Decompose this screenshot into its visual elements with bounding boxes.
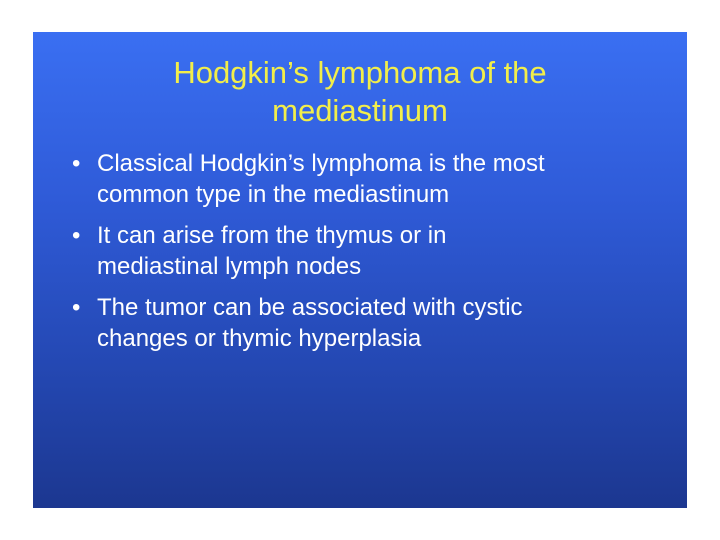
slide [33, 32, 687, 508]
bullet-dot-icon: • [72, 150, 81, 177]
slide-title [33, 54, 687, 130]
bullet-line: common type in the mediastinum [97, 181, 450, 208]
bullet-text [97, 220, 669, 282]
bullet-dot-icon: • [72, 294, 81, 321]
bullet-dot-icon: • [72, 222, 81, 249]
bullet-item [69, 292, 669, 354]
slide-title-line-2: mediastinum [272, 93, 448, 128]
bullet-line: The tumor can be associated with cystic [97, 294, 523, 321]
bullet-list [69, 148, 669, 364]
bullet-item [69, 220, 669, 282]
bullet-line: mediastinal lymph nodes [97, 253, 362, 280]
bullet-text [97, 292, 669, 354]
bullet-line: It can arise from the thymus or in [97, 222, 447, 249]
bullet-item [69, 148, 669, 210]
bullet-line: changes or thymic hyperplasia [97, 325, 422, 352]
bullet-text [97, 148, 669, 210]
slide-title-line-1: Hodgkin’s lymphoma of the [173, 55, 547, 90]
bullet-line: Classical Hodgkin’s lymphoma is the most [97, 150, 545, 177]
